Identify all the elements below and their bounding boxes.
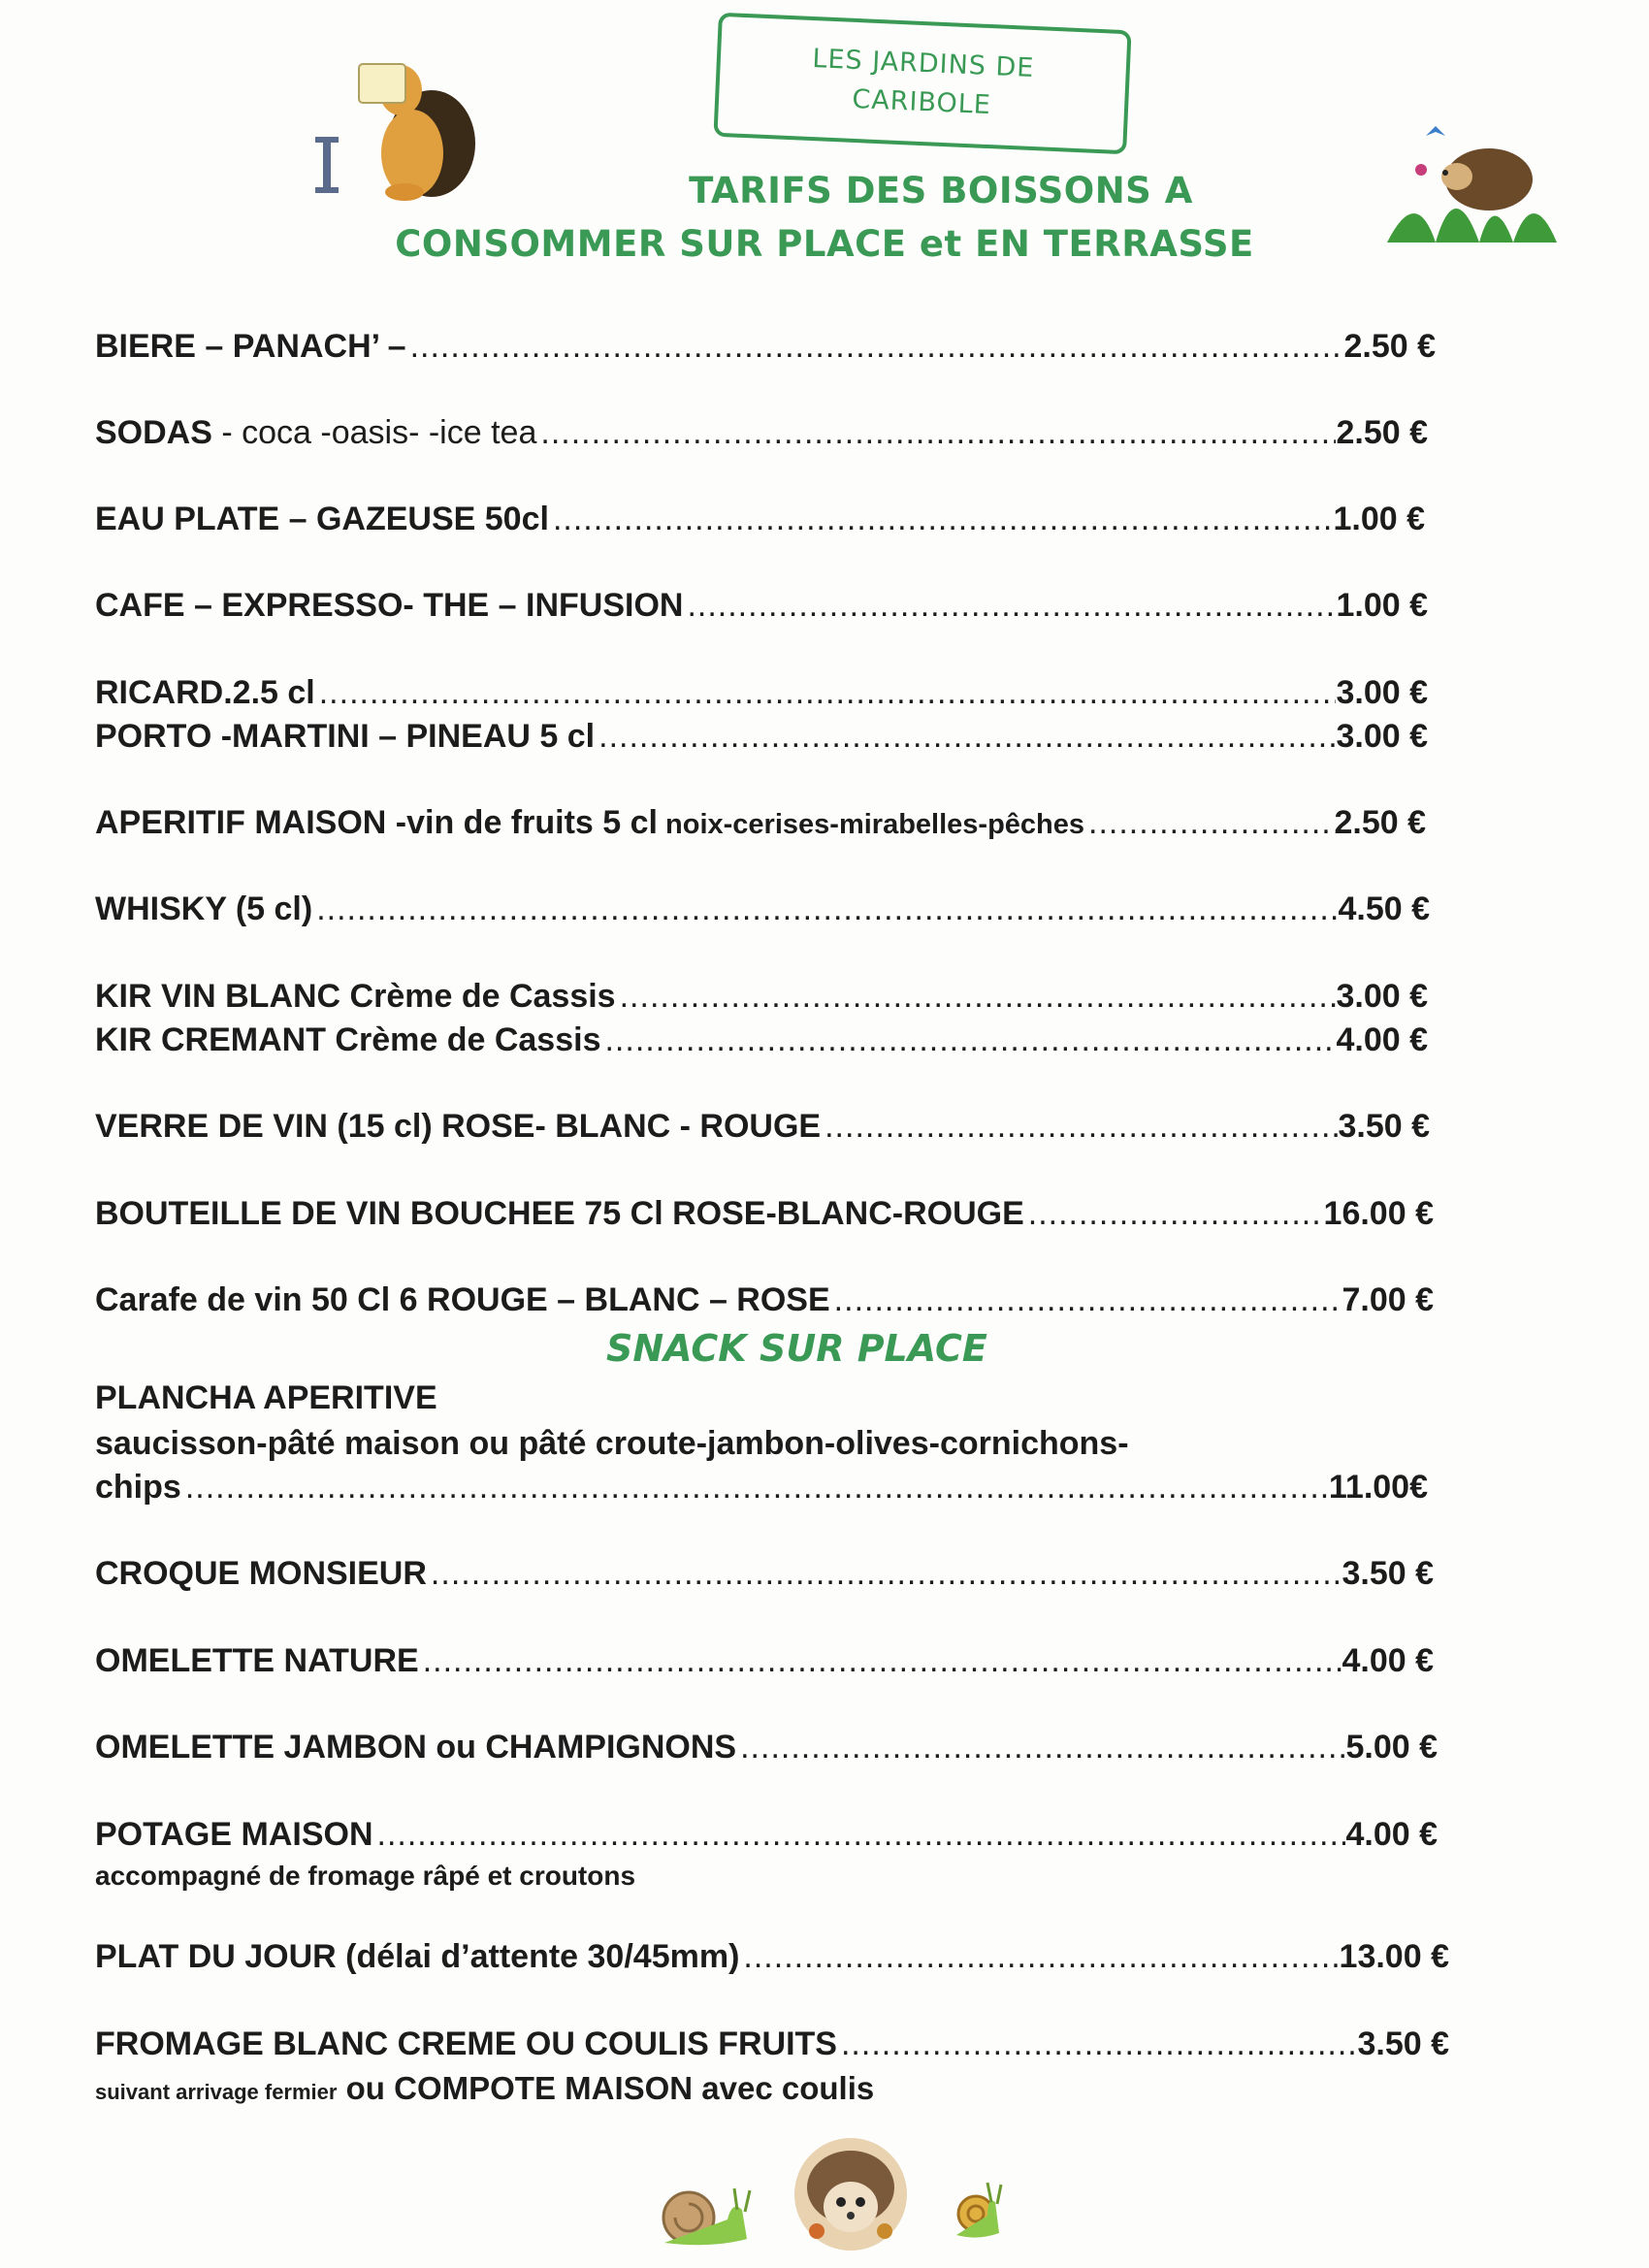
logo-box — [713, 13, 1131, 154]
fromage-note-small: suivant arrivage fermier — [95, 2080, 338, 2104]
item-label: PORTO -MARTINI – PINEAU 5 cl — [95, 718, 596, 755]
fromage-note-big: ou COMPOTE MAISON avec coulis — [337, 2070, 875, 2106]
title-line2: CONSOMMER SUR PLACE et EN TERRASSE — [395, 223, 1254, 265]
plancha-description: saucisson-pâté maison ou pâté croute-jambon-olives-cornichons- — [95, 1425, 1129, 1462]
menu-row — [95, 804, 1426, 842]
item-label: BOUTEILLE DE VIN BOUCHEE 75 Cl ROSE-BLANC-ROUGE — [95, 1195, 1024, 1232]
logo-line1: LES JARDINS DE — [811, 44, 1035, 84]
item-label: WHISKY (5 cl) — [95, 891, 313, 927]
item-label: CAFE – EXPRESSO- THE – INFUSION — [95, 587, 684, 624]
potage-note: accompagné de fromage râpé et croutons — [95, 1861, 636, 1891]
item-label: KIR CREMANT Crème de Cassis — [95, 1021, 601, 1058]
item-price: 2.50 € — [1334, 804, 1426, 841]
item-price: 2.50 € — [1343, 328, 1436, 365]
menu-row — [95, 1555, 1434, 1593]
menu-row — [95, 1195, 1434, 1233]
item-label: APERITIF MAISON -vin de fruits 5 cl — [95, 804, 658, 841]
menu-row — [95, 891, 1430, 928]
item-label: PLAT DU JOUR (délai d’attente 30/45mm) — [95, 1938, 740, 1975]
menu-row — [95, 587, 1428, 625]
item-price: 5.00 € — [1345, 1729, 1438, 1766]
item-label: chips — [95, 1469, 181, 1506]
snail-icon — [949, 2173, 1007, 2241]
item-label: KIR VIN BLANC Crème de Cassis — [95, 978, 616, 1015]
snack-section-title: SNACK SUR PLACE — [606, 1327, 987, 1370]
item-price: 11.00€ — [1328, 1469, 1428, 1506]
item-price: 2.50 € — [1336, 414, 1428, 451]
menu-row — [95, 1108, 1430, 1146]
item-price: 3.50 € — [1357, 2025, 1449, 2062]
menu-row — [95, 1281, 1434, 1319]
item-price: 13.00 € — [1339, 1938, 1449, 1975]
item-label: Carafe de vin 50 Cl 6 ROUGE – BLANC – ROSE — [95, 1281, 830, 1318]
item-detail: - coca -oasis- -ice tea — [211, 414, 537, 451]
item-price: 4.50 € — [1338, 891, 1430, 927]
title-line1: TARIFS DES BOISSONS A — [689, 170, 1193, 211]
fromage-note — [95, 2070, 874, 2107]
item-price: 4.00 € — [1342, 1642, 1434, 1679]
item-price: 1.00 € — [1336, 587, 1428, 624]
item-label: EAU PLATE – GAZEUSE 50cl — [95, 501, 549, 537]
menu-row — [95, 978, 1428, 1016]
item-label: SODAS — [95, 414, 212, 451]
menu-row — [95, 1021, 1428, 1059]
menu-row — [95, 1469, 1428, 1507]
menu-row — [95, 2025, 1449, 2063]
item-label: BIERE – PANACH’ – — [95, 328, 406, 365]
item-label: POTAGE MAISON — [95, 1816, 373, 1853]
item-price: 4.00 € — [1336, 1021, 1428, 1058]
menu-row — [95, 674, 1428, 712]
menu-row — [95, 1816, 1438, 1854]
item-label: CROQUE MONSIEUR — [95, 1555, 427, 1592]
snail-icon — [645, 2171, 761, 2249]
item-price: 3.00 € — [1336, 718, 1428, 755]
item-label: RICARD.2.5 cl — [95, 674, 315, 711]
logo-line2: CARIBOLE — [851, 83, 992, 121]
item-price: 3.00 € — [1336, 674, 1428, 711]
menu-row — [95, 328, 1436, 366]
item-price: 3.50 € — [1342, 1555, 1434, 1592]
menu-row — [95, 718, 1428, 756]
item-price: 3.50 € — [1338, 1108, 1430, 1145]
item-price: 4.00 € — [1345, 1816, 1438, 1853]
menu-row — [95, 414, 1428, 452]
menu-row — [95, 501, 1425, 538]
menu-row — [95, 1642, 1434, 1680]
item-price: 16.00 € — [1323, 1195, 1434, 1232]
plancha-title: PLANCHA APERITIVE — [95, 1379, 437, 1416]
hedgehog-portrait-icon — [788, 2134, 914, 2255]
menu-row — [95, 1729, 1438, 1766]
item-detail: noix-cerises-mirabelles-pêches — [657, 809, 1085, 840]
item-label: OMELETTE NATURE — [95, 1642, 419, 1679]
item-label: OMELETTE JAMBON ou CHAMPIGNONS — [95, 1729, 737, 1766]
item-label: FROMAGE BLANC CREME OU COULIS FRUITS — [95, 2025, 837, 2062]
item-label: VERRE DE VIN (15 cl) ROSE- BLANC - ROUGE — [95, 1108, 822, 1145]
item-price: 7.00 € — [1342, 1281, 1434, 1318]
item-price: 1.00 € — [1333, 501, 1425, 537]
menu-row — [95, 1938, 1449, 1976]
item-price: 3.00 € — [1336, 978, 1428, 1015]
